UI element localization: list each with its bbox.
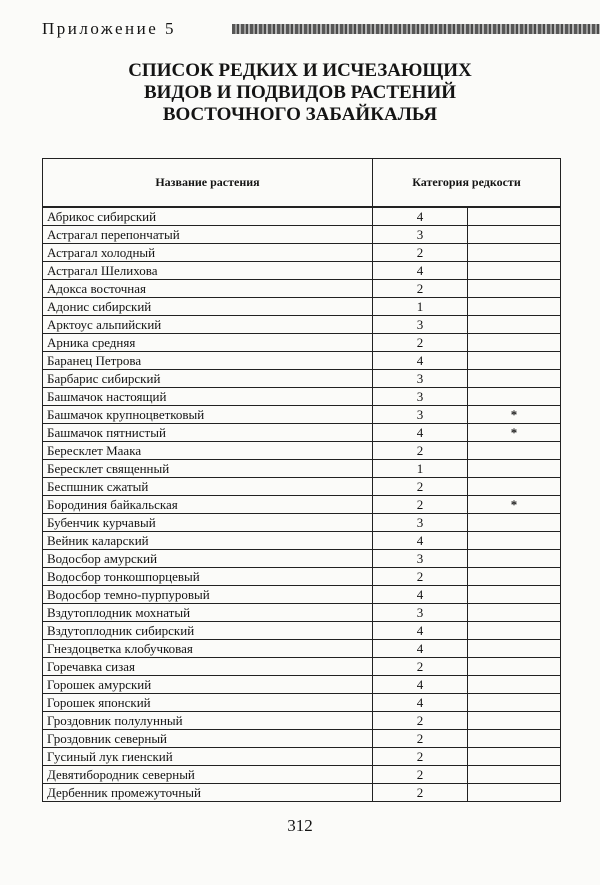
table-row (43, 622, 561, 640)
table-row (43, 262, 561, 280)
title-line: ВОСТОЧНОГО ЗАБАЙКАЛЬЯ (162, 104, 438, 125)
plant-name-cell: Гусиный лук гиенский (43, 748, 373, 766)
rarity-category-cell: 4 (373, 207, 468, 226)
rarity-category-cell: 2 (373, 280, 468, 298)
table-row (43, 388, 561, 406)
plant-name-cell: Гроздовник полулунный (43, 712, 373, 730)
plant-name-cell: Бересклет Маака (43, 442, 373, 460)
rarity-category-cell: 4 (373, 532, 468, 550)
plant-name-cell: Башмачок пятнистый (43, 424, 373, 442)
plant-name-cell: Горечавка сизая (43, 658, 373, 676)
plant-name-cell: Вздутоплодник сибирский (43, 622, 373, 640)
plant-name-cell: Вздутоплодник мохнатый (43, 604, 373, 622)
marker-cell (468, 568, 561, 586)
page-number: 312 (287, 816, 313, 835)
plant-name-cell: Вейник каларский (43, 532, 373, 550)
rarity-category-cell: 4 (373, 586, 468, 604)
table-row (43, 730, 561, 748)
marker-cell (468, 766, 561, 784)
plant-name-cell: Адокса восточная (43, 280, 373, 298)
marker-cell (468, 658, 561, 676)
rarity-category-cell: 2 (373, 712, 468, 730)
plant-name-cell: Гроздовник северный (43, 730, 373, 748)
title-line: ВИДОВ И ПОДВИДОВ РАСТЕНИЙ (143, 82, 456, 103)
rarity-category-cell: 3 (373, 370, 468, 388)
plant-name-cell: Арника средняя (43, 334, 373, 352)
table-row (43, 748, 561, 766)
marker-cell (468, 604, 561, 622)
table-row (43, 424, 561, 442)
plant-name-cell: Гнездоцветка клобучковая (43, 640, 373, 658)
marker-cell (468, 388, 561, 406)
marker-cell (468, 622, 561, 640)
table-row (43, 694, 561, 712)
marker-cell: * (468, 406, 561, 424)
plant-name-cell: Астрагал холодный (43, 244, 373, 262)
table-row (43, 676, 561, 694)
marker-cell (468, 316, 561, 334)
table-row (43, 568, 561, 586)
rarity-category-cell: 3 (373, 226, 468, 244)
table-row (43, 298, 561, 316)
marker-cell (468, 460, 561, 478)
rarity-category-cell: 3 (373, 316, 468, 334)
plant-name-cell: Водосбор темно-пурпуровый (43, 586, 373, 604)
table-row (43, 784, 561, 802)
rarity-category-cell: 2 (373, 334, 468, 352)
table-row (43, 586, 561, 604)
plant-name-cell: Беспшник сжатый (43, 478, 373, 496)
appendix-label: Приложение 5 (42, 19, 176, 38)
marker-cell (468, 730, 561, 748)
marker-cell (468, 514, 561, 532)
rarity-category-cell: 3 (373, 406, 468, 424)
plant-name-cell: Барбарис сибирский (43, 370, 373, 388)
plant-name-cell: Девятибородник северный (43, 766, 373, 784)
table-row (43, 442, 561, 460)
plant-name-cell: Дербенник промежуточный (43, 784, 373, 802)
rarity-category-cell: 4 (373, 676, 468, 694)
table-row (43, 406, 561, 424)
plant-name-cell: Горошек амурский (43, 676, 373, 694)
plant-name-cell: Арктоус альпийский (43, 316, 373, 334)
plant-name-cell: Баранец Петрова (43, 352, 373, 370)
marker-cell (468, 370, 561, 388)
table-row (43, 604, 561, 622)
table-header-row (43, 159, 561, 208)
table-row (43, 370, 561, 388)
rarity-category-cell: 3 (373, 604, 468, 622)
rarity-category-cell: 4 (373, 352, 468, 370)
marker-cell (468, 244, 561, 262)
rarity-category-cell: 2 (373, 784, 468, 802)
marker-cell (468, 478, 561, 496)
table-row (43, 532, 561, 550)
running-header (42, 18, 560, 40)
marker-cell (468, 334, 561, 352)
rarity-category-cell: 2 (373, 748, 468, 766)
table-row (43, 550, 561, 568)
plant-name-cell: Бубенчик курчавый (43, 514, 373, 532)
marker-cell (468, 550, 561, 568)
table-row (43, 478, 561, 496)
marker-cell (468, 280, 561, 298)
rarity-category-cell: 3 (373, 388, 468, 406)
rarity-category-cell: 2 (373, 478, 468, 496)
rarity-category-cell: 2 (373, 568, 468, 586)
table-row (43, 712, 561, 730)
marker-cell (468, 207, 561, 226)
rarity-category-cell: 2 (373, 442, 468, 460)
marker-cell: * (468, 496, 561, 514)
rarity-category-cell: 3 (373, 550, 468, 568)
plant-name-cell: Бородиния байкальская (43, 496, 373, 514)
marker-cell: * (468, 424, 561, 442)
plant-name-cell: Горошек японский (43, 694, 373, 712)
species-table (42, 158, 561, 802)
rarity-category-cell: 4 (373, 262, 468, 280)
rarity-category-cell: 1 (373, 298, 468, 316)
table-row (43, 244, 561, 262)
marker-cell (468, 532, 561, 550)
rarity-category-cell: 3 (373, 514, 468, 532)
table-row (43, 226, 561, 244)
marker-cell (468, 226, 561, 244)
plant-name-cell: Абрикос сибирский (43, 207, 373, 226)
marker-cell (468, 640, 561, 658)
rarity-category-cell: 4 (373, 424, 468, 442)
plant-name-cell: Башмачок крупноцветковый (43, 406, 373, 424)
table-row (43, 640, 561, 658)
rarity-category-cell: 2 (373, 496, 468, 514)
plant-name-cell: Адонис сибирский (43, 298, 373, 316)
marker-cell (468, 262, 561, 280)
rarity-category-cell: 4 (373, 640, 468, 658)
table-row (43, 496, 561, 514)
plant-name-cell: Астрагал перепончатый (43, 226, 373, 244)
table-row (43, 658, 561, 676)
table-row (43, 514, 561, 532)
plant-name-cell: Астрагал Шелихова (43, 262, 373, 280)
column-header-name: Название растения (43, 159, 373, 208)
marker-cell (468, 298, 561, 316)
plant-name-cell: Водосбор амурский (43, 550, 373, 568)
title-line: СПИСОК РЕДКИХ И ИСЧЕЗАЮЩИХ (128, 60, 472, 81)
marker-cell (468, 748, 561, 766)
rarity-category-cell: 2 (373, 730, 468, 748)
rarity-category-cell: 4 (373, 694, 468, 712)
marker-cell (468, 676, 561, 694)
plant-name-cell: Башмачок настоящий (43, 388, 373, 406)
marker-cell (468, 352, 561, 370)
table-row (43, 316, 561, 334)
rarity-category-cell: 1 (373, 460, 468, 478)
marker-cell (468, 784, 561, 802)
marker-cell (468, 712, 561, 730)
marker-cell (468, 442, 561, 460)
header-rule (232, 24, 600, 34)
page-title (60, 60, 540, 126)
rarity-category-cell: 2 (373, 658, 468, 676)
marker-cell (468, 694, 561, 712)
table-row (43, 460, 561, 478)
table-row (43, 280, 561, 298)
marker-cell (468, 586, 561, 604)
table-row (43, 766, 561, 784)
table-row (43, 352, 561, 370)
table-row (43, 334, 561, 352)
table-body (43, 207, 561, 802)
rarity-category-cell: 2 (373, 244, 468, 262)
column-header-category: Категория редкости (373, 159, 561, 208)
species-table-container (42, 158, 560, 802)
plant-name-cell: Бересклет священный (43, 460, 373, 478)
plant-name-cell: Водосбор тонкошпорцевый (43, 568, 373, 586)
rarity-category-cell: 2 (373, 766, 468, 784)
rarity-category-cell: 4 (373, 622, 468, 640)
table-row (43, 207, 561, 226)
